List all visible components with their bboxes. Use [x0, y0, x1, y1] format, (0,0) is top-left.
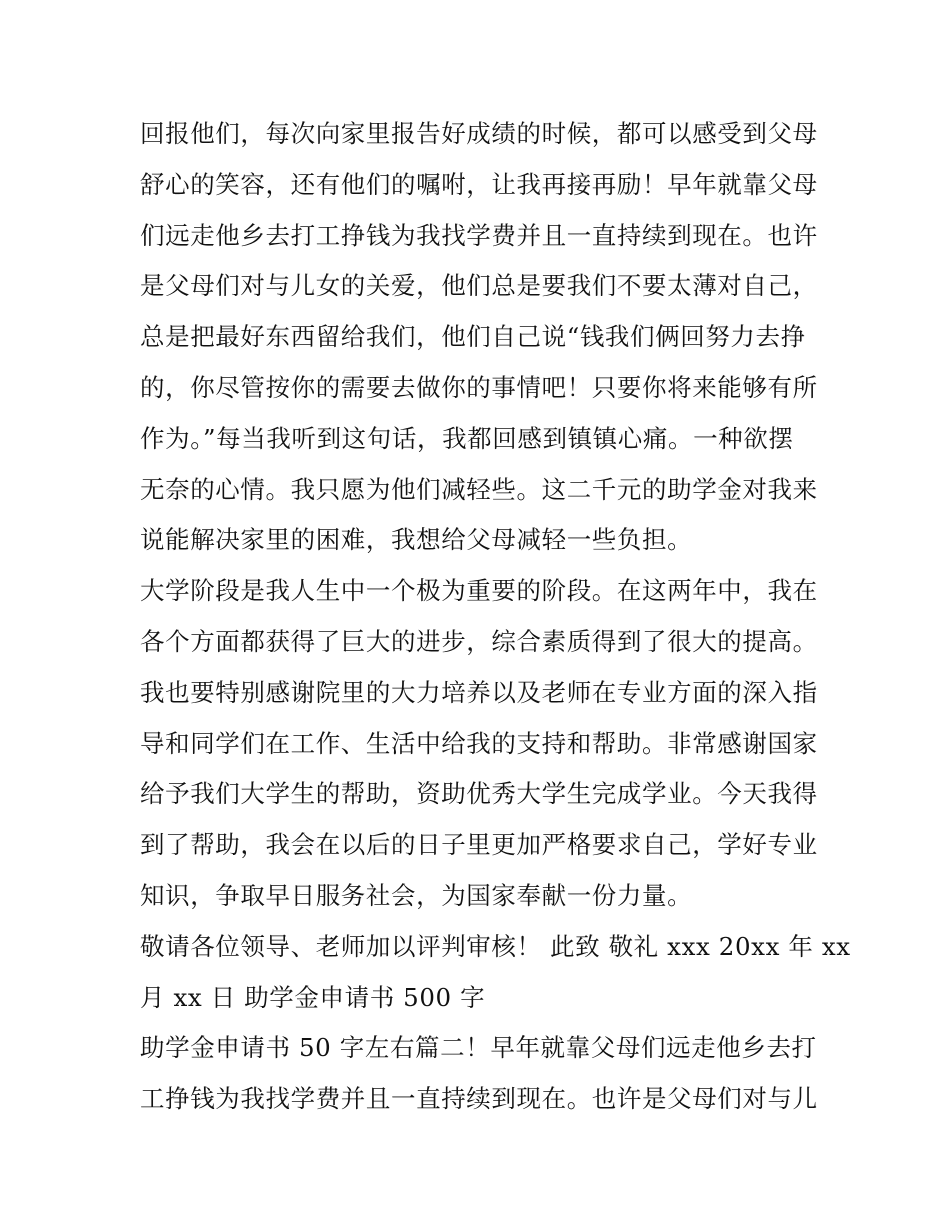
text-line: 月 xx 日 助学金申请书 500 字 — [140, 982, 486, 1012]
text-line: 给予我们大学生的帮助，资助优秀大学生完成学业。今天我得 — [140, 779, 818, 809]
text-line: 的，你尽管按你的需要去做你的事情吧！只要你将来能够有所 — [140, 372, 818, 402]
text-line: 无奈的心情。我只愿为他们减轻些。这二千元的助学金对我来 — [140, 474, 818, 504]
text-line: 各个方面都获得了巨大的进步，综合素质得到了很大的提高。 — [140, 626, 818, 656]
text-line: 说能解决家里的困难，我想给父母减轻一些负担。 — [140, 525, 693, 555]
text-line: 作为。”每当我听到这句话，我都回感到镇镇心痛。一种欲摆 — [140, 423, 794, 453]
text-line: 舒心的笑容，还有他们的嘱咐，让我再接再励！早年就靠父母 — [140, 169, 818, 199]
document-body — [140, 109, 851, 1125]
text-line: 们远走他乡去打工挣钱为我找学费并且一直持续到现在。也许 — [140, 220, 818, 250]
text-line: 工挣钱为我找学费并且一直持续到现在。也许是父母们对与儿 — [140, 1084, 818, 1114]
text-line: 大学阶段是我人生中一个极为重要的阶段。在这两年中，我在 — [140, 576, 818, 606]
text-line: 总是把最好东西留给我们，他们自己说“钱我们俩回努力去挣 — [140, 322, 806, 352]
text-line: 我也要特别感谢院里的大力培养以及老师在专业方面的深入指 — [140, 677, 818, 707]
text-line: 助学金申请书 50 字左右篇二！早年就靠父母们远走他乡去打 — [140, 1033, 817, 1063]
text-line: 是父母们对与儿女的关爱，他们总是要我们不要太薄对自己， — [140, 271, 818, 301]
text-line: 知识，争取早日服务社会，为国家奉献一份力量。 — [140, 880, 693, 910]
text-line: 导和同学们在工作、生活中给我的支持和帮助。非常感谢国家 — [140, 728, 818, 758]
text-line: 到了帮助，我会在以后的日子里更加严格要求自己，学好专业 — [140, 830, 818, 860]
text-line: 回报他们，每次向家里报告好成绩的时候，都可以感受到父母 — [140, 119, 818, 148]
text-line: 敬请各位领导、老师加以评判审核！ 此致 敬礼 xxx 20xx 年 xx — [140, 931, 851, 961]
